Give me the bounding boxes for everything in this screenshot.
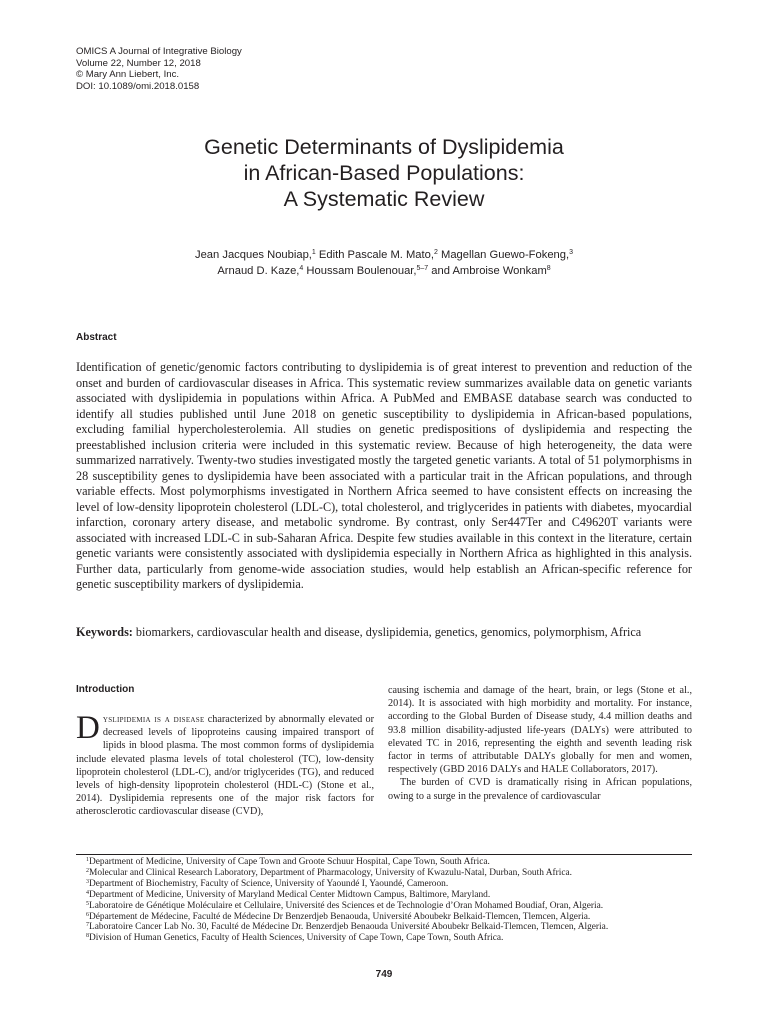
journal-header — [76, 46, 242, 92]
affiliation-text: Laboratoire de Génétique Moléculaire et Cellulaire, Université des Sciences et de Technologie d’Oran Mohamed Boudiaf, Oran, Algeria. — [89, 900, 604, 911]
affiliation-text: Département de Médecine, Faculté de Médecine Dr Benzerdjeb Benaouda, Université Aboubekr Belkaid-Tlemcen, Tlemcen, Algeria. — [89, 911, 591, 922]
introduction-heading: Introduction — [76, 684, 135, 695]
journal-name: OMICS A Journal of Integrative Biology — [76, 46, 242, 57]
author-affil-ref: 2 — [433, 249, 438, 256]
intro-right-column — [388, 684, 692, 803]
intro-right-paragraph-1: causing ischemia and damage of the heart, brain, or legs (Stone et al., 2014). It is associated with high morbidity and mortality. For instance, according to the Global Burden of Disease study, 4.4 million deaths and 93.8 million disability-adjusted life-years (DALYs) were attributed to elevated TC in 2016, representing the eighth and seventh leading risk factor in terms of attributable DALYs globally for men and women, respectively (GBD 2016 DALYs and HALE Collaborators, 2017). — [388, 685, 692, 776]
affiliation-item — [86, 879, 692, 890]
page-number: 749 — [375, 969, 393, 980]
affiliation-number: 4 — [86, 889, 89, 896]
affiliation-text: Department of Biochemistry, Faculty of Science, University of Yaoundé I, Yaoundé, Cameroon. — [89, 878, 449, 889]
footnote-divider — [76, 854, 692, 855]
intro-left-column — [76, 710, 374, 819]
affiliation-item — [86, 912, 692, 923]
affiliation-text: Division of Human Genetics, Faculty of Health Sciences, University of Cape Town, Cape Town, South Africa. — [89, 933, 504, 944]
affiliation-number: 5 — [86, 900, 89, 907]
affiliation-item — [86, 901, 692, 912]
title-line-1: Genetic Determinants of Dyslipidemia — [204, 135, 564, 159]
doi-line: DOI: 10.1089/omi.2018.0158 — [76, 80, 200, 92]
author-name: Jean Jacques Noubiap, — [194, 249, 312, 261]
keywords — [76, 625, 692, 641]
affiliation-item — [86, 868, 692, 879]
affiliation-text: Department of Medicine, University of Maryland Medical Center Midtown Campus, Baltimore, Maryland. — [89, 889, 491, 900]
author-name: Houssam Boulenouar, — [303, 265, 417, 277]
abstract-heading: Abstract — [76, 332, 117, 343]
author-affil-ref: 4 — [299, 265, 304, 272]
abstract-text: Identification of genetic/genomic factors contributing to dyslipidemia is of great interest to prevention and reduction of the onset and burden of cardiovascular diseases in Africa. This systematic review summarizes available data on genetic variants associated with dyslipidemia in populations within Africa. A PubMed and EMBASE database search was conducted to identify all studies published until June 2018 on genetic susceptibility to dyslipidemia in African-based populations, excluding familial hypercholesterolemia. All studies on genetic predispositions of dyslipidemia and respecting the preestablished inclusion criteria were included in this systematic review. Because of high heterogeneity, the data were summarized narratively. Twenty-two studies investigated mostly the targeted genetic variants. A total of 51 polymorphisms in 28 susceptibility genes to dyslipidemia have been associated with a particular trait in the African populations, and through variable effects. Most polymorphisms investigated in Northern Africa seemed to have consistent effects on increasing the level of low-density lipoprotein cholesterol (LDL-C), total cholesterol, and triglycerides in patients with diabetes, myocardial infarction, coronary artery disease, and metabolic syndrome. By contrast, only Ser447Ter and C49620T variants were associated with increased LDL-C in sub-Saharan Africa. Despite few studies available in this context in the literature, certain genetic variants were consistently associated with dyslipidemia especially in Northern Africa as highlighted in this analysis. Further data, particularly from genome-wide association studies, would help establish an African-specific reference for genetic susceptibility markers of dyslipidemia. — [76, 360, 692, 591]
affiliation-item — [86, 933, 692, 944]
author-affil-ref: 1 — [311, 249, 316, 256]
affiliation-text: Molecular and Clinical Research Laboratory, Department of Pharmacology, University of Kwazulu-Natal, Durban, South Africa. — [89, 867, 573, 878]
author-line-2 — [76, 263, 692, 279]
author-affil-ref: 8 — [546, 265, 551, 272]
intro-smallcaps: yslipidemia is a disease — [102, 714, 205, 725]
affiliation-number: 8 — [86, 933, 89, 940]
affiliation-item — [86, 922, 692, 933]
copyright-line: © Mary Ann Liebert, Inc. — [76, 69, 180, 81]
author-line-1 — [76, 247, 692, 263]
affiliation-number: 3 — [86, 878, 89, 885]
affiliation-text: Department of Medicine, University of Cape Town and Groote Schuur Hospital, Cape Town, South Africa. — [89, 857, 490, 867]
author-list — [76, 247, 692, 279]
affiliation-number: 2 — [86, 867, 89, 874]
affiliation-text: Laboratoire Cancer Lab No. 30, Faculté de Médecine Dr. Benzerdjeb Benaouda Université Aboubekr Belkaid-Tlemcen, Tlemcen, Algeria. — [89, 922, 609, 933]
affiliation-number: 7 — [86, 922, 89, 929]
affiliation-item — [86, 857, 692, 868]
author-affil-ref: 5–7 — [416, 265, 429, 272]
author-name: Magellan Guewo-Fokeng, — [437, 249, 570, 261]
keywords-text: biomarkers, cardiovascular health and disease, dyslipidemia, genetics, genomics, polymorphism, Africa — [132, 625, 642, 639]
drop-cap: D — [76, 710, 100, 746]
intro-left-text: characterized by abnormally elevated or decreased levels of lipoproteins causing impaired transport of lipids in blood plasma. The most common forms of dyslipidemia include elevated plasma levels of total cholesterol (TC), low-density lipoprotein cholesterol (LDL-C), and/or triglycerides (TG), and reduced levels of high-density lipoprotein cholesterol (HDL-C) (Stone et al., 2014). Dyslipidemia represents one of the major risk factors for atherosclerotic cardiovascular disease (CVD), — [76, 714, 374, 818]
article-title — [76, 134, 692, 212]
title-line-3: A Systematic Review — [283, 187, 485, 211]
author-name: and Ambroise Wonkam — [428, 265, 547, 277]
author-affil-ref: 3 — [569, 249, 574, 256]
affiliation-number: 1 — [86, 857, 89, 863]
affiliation-item — [86, 890, 692, 901]
intro-right-paragraph-2: The burden of CVD is dramatically rising in African populations, owing to a surge in the prevalence of cardiovascular — [388, 777, 692, 802]
keywords-label: Keywords: — [76, 625, 133, 639]
intro-paragraph — [76, 710, 374, 819]
affiliation-number: 6 — [86, 911, 89, 918]
author-name: Arnaud D. Kaze, — [217, 265, 300, 277]
affiliation-list — [86, 857, 692, 944]
journal-volume: Volume 22, Number 12, 2018 — [76, 57, 201, 69]
title-line-2: in African-Based Populations: — [243, 161, 525, 185]
author-name: Edith Pascale M. Mato, — [315, 249, 434, 261]
